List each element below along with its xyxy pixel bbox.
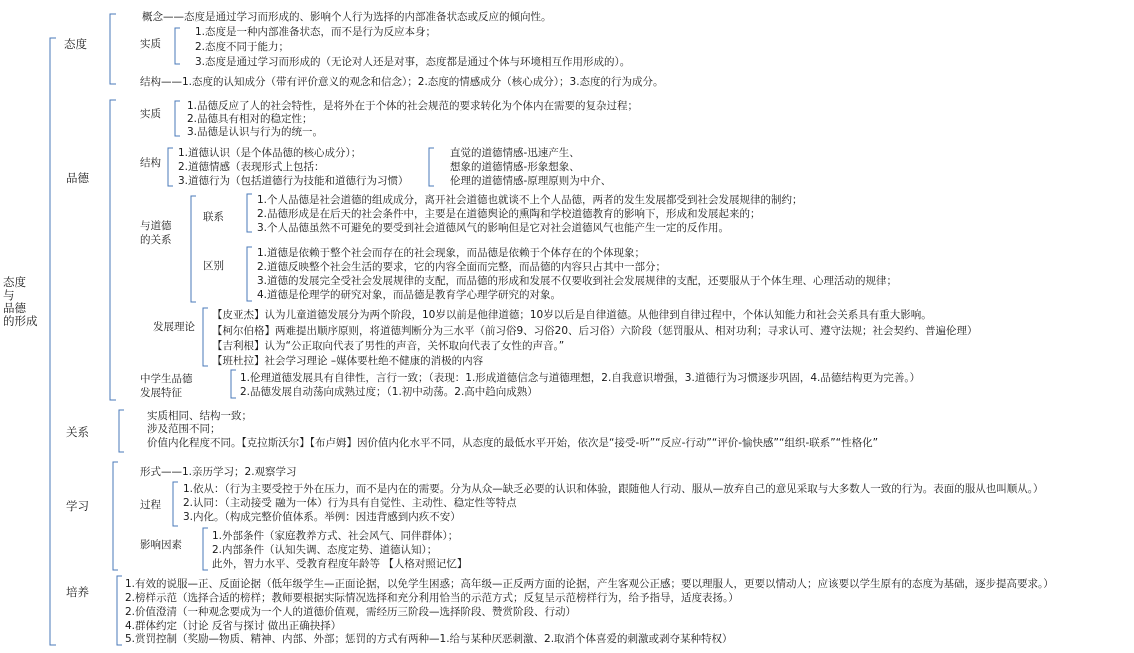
theory-bandura: 【班杜拉】社会学习理论 –媒体要杜绝不健康的消极的内容 (212, 355, 484, 367)
relation-label-line1: 与道德 (140, 220, 172, 232)
cultivation-4: 4.群体约定（讨论 反省与探讨 做出正确抉择） (125, 620, 342, 632)
morality-essence-3: 3.品德是认识与行为的统一。 (187, 126, 324, 138)
attitude-essence-1: 1.态度是一种内部准备状态，而不是行为反应本身； (195, 26, 437, 38)
morality-essence-2: 2.品德具有相对的稳定性； (187, 113, 313, 125)
morality-structure-3: 3.道德行为（包括道德行为技能和道德行为习惯） (178, 175, 409, 187)
morality-structure-2: 2.道德情感（表现形式上包括： (178, 161, 325, 173)
theory-gilligan: 【吉利根】认为“公正取向代表了男性的声音，关怀取向代表了女性的声音。” (212, 340, 565, 352)
diff-3: 3.道德的发展完全受社会发展规律的支配，而品德的形成和发展不仅要收到社会发展规律的支配，还要服从于个体生理、心理活动的规律； (257, 275, 898, 287)
diff-2: 2.道德反映整个社会生活的要求，它的内容全面而完整，而品德的内容只占其中一部分； (257, 261, 667, 273)
emotion-form-3: 伦理的道德情感-原理原则为中介、 (450, 175, 612, 187)
relation-label: 关系 (66, 425, 89, 439)
ms-2: 2.品德发展自动荡向成熟过度；（1.初中动荡。2.高中趋向成熟） (240, 386, 538, 398)
morality-structure-1: 1.道德认识（是个体品德的核心成分）； (178, 147, 362, 159)
factor-3: 此外，智力水平、受教育程度年龄等 【人格对照记忆】 (212, 558, 468, 570)
ms-1: 1.伦理道德发展具有自律性，言行一致；（表现：1.形成道德信念与道德理想，2.自我意识增强，3.道德行为习惯逐步巩固，4.品德结构更为完善。） (240, 372, 921, 384)
cultivation-5: 5.赏罚控制（奖励—物质、精神、内部、外部；惩罚的方式有两种—1.给与某种厌恶刺激、2.取消个体喜爱的刺激或剥夺某种特权） (125, 633, 733, 645)
relation-1: 实质相同、结构一致； (147, 410, 252, 422)
process-2: 2.认同：（主动接受 融为一体）行为具有自觉性、主动性、稳定性等特点 (183, 497, 517, 509)
process-1: 1.依从：（行为主要受控于外在压力，而不是内在的需要。分为从众—缺乏必要的认识和体验，跟随他人行动、服从—放弃自己的意见采取与大多数人一致的行为。表面的服从也叫顺从。） (183, 483, 1044, 495)
cultivation-2: 2.榜样示范（选择合适的榜样；教师要根据实际情况选择和充分利用恰当的示范方式；反复呈示范榜样行为，给予指导，适度表扬。） (125, 592, 739, 604)
cultivation-1: 1.有效的说服—正、反面论据（低年级学生—正面论据，以免学生困惑；高年级—正反两方面的论据，产生客观公正感；要以理服人，更要以情动人；应该要以学生原有的态度为基础，逐步提高要求。） (125, 578, 1054, 590)
relation-label-line2: 的关系 (140, 234, 172, 246)
theory-kohlberg: 【柯尔伯格】两难提出顺序原则，将道德判断分为三水平（前习俗9、习俗20、后习俗）六阶段（惩罚服从、相对功利；寻求认可、遵守法规；社会契约、普遍伦理） (212, 325, 978, 337)
emotion-form-2: 想象的道德情感-形象想象、 (450, 161, 580, 173)
diff-label: 区别 (203, 260, 224, 272)
relation-3: 价值内化程度不同。【克拉斯沃尔】【布卢姆】因价值内化水平不同，从态度的最低水平开始，依次是“接受-听”“反应-行动”“评价-愉快感”“组织-联系”“性格化” (147, 437, 879, 449)
attitude-label: 态度 (64, 37, 87, 51)
factor-1: 1.外部条件（家庭教养方式、社会风气、同伴群体）； (212, 530, 459, 542)
attitude-essence-2: 2.态度不同于能力； (195, 41, 290, 53)
diff-1: 1.道德是依赖于整个社会而存在的社会现象，而品德是依赖于个体存在的个体现象； (257, 247, 646, 259)
link-1: 1.个人品德是社会道德的组成成分，离开社会道德也就谈不上个人品德，两者的发生发展都受到社会发展规律的制约； (257, 194, 803, 206)
relation-2: 涉及范围不同； (147, 423, 221, 435)
root-title-line1: 态度 (3, 275, 26, 289)
attitude-structure: 结构——1.态度的认知成分（带有评价意义的观念和信念）；2.态度的情感成分（核心成分）；3.态度的行为成分。 (140, 76, 664, 88)
root-title-line4: 的形成 (3, 314, 38, 328)
morality-label: 品德 (66, 171, 89, 185)
cultivation-3: 2.价值澄清（一种观念要成为一个人的道德价值观，需经历三阶段—选择阶段、赞赏阶段、行动） (125, 606, 577, 618)
attitude-essence-label: 实质 (140, 38, 161, 50)
theory-label: 发展理论 (153, 321, 195, 333)
attitude-essence-3: 3.态度是通过学习而形成的（无论对人还是对事，态度都是通过个体与环境相互作用形成的）。 (195, 56, 631, 68)
learning-label: 学习 (66, 499, 89, 513)
root-title-line2: 与 (3, 288, 15, 302)
root-title-line3: 品德 (3, 301, 26, 315)
link-2: 2.品德形成是在后天的社会条件中，主要是在道德舆论的熏陶和学校道德教育的影响下，形成和发展起来的； (257, 208, 761, 220)
process-3: 3.内化。（构成完整价值体系。举例：因违背感到内疚不安） (183, 511, 461, 523)
emotion-form-1: 直觉的道德情感-迅速产生、 (450, 147, 580, 159)
diff-4: 4.道德是伦理学的研究对象，而品德是教育学心理学研究的对象。 (257, 289, 562, 301)
attitude-concept: 概念——态度是通过学习而形成的、影响个人行为选择的内部准备状态或反应的倾向性。 (142, 11, 552, 23)
link-3: 3.个人品德虽然不可避免的要受到社会道德风气的影响但是它对社会道德风气也能产生一定的反作用。 (257, 222, 730, 234)
factor-label: 影响因素 (140, 539, 182, 551)
factor-2: 2.内部条件（认知失调、态度定势、道德认知）； (212, 544, 438, 556)
process-label: 过程 (140, 499, 161, 511)
learning-form: 形式——1.亲历学习；2.观察学习 (140, 466, 297, 478)
morality-structure-label: 结构 (140, 157, 161, 169)
morality-essence-1: 1.品德反应了人的社会特性，是将外在于个体的社会规范的要求转化为个体内在需要的复杂过程； (187, 100, 639, 112)
cultivation-label: 培养 (66, 585, 89, 599)
ms-label-line2: 发展特征 (140, 387, 182, 399)
morality-essence-label: 实质 (140, 108, 161, 120)
ms-label-line1: 中学生品德 (140, 373, 193, 385)
theory-piaget: 【皮亚杰】认为儿童道德发展分为两个阶段，10岁以前是他律道德；10岁以后是自律道德。从他律到自律过程中，个体认知能力和社会关系具有重大影响。 (212, 309, 932, 321)
link-label: 联系 (203, 211, 224, 223)
